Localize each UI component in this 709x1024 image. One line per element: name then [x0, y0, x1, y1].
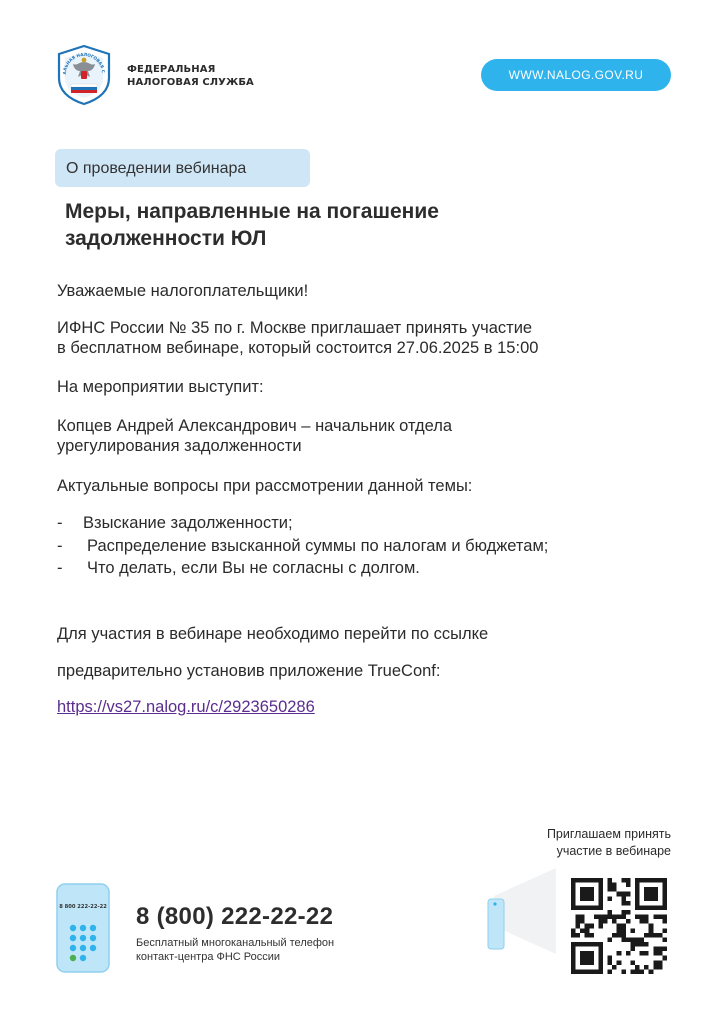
greeting: Уважаемые налогоплательщики! — [57, 282, 309, 300]
page-title-line2: задолженности ЮЛ — [65, 227, 267, 250]
speaker-line2: урегулирования задолженности — [57, 437, 302, 455]
hotline-number[interactable]: 8 (800) 222-22-22 — [136, 903, 334, 930]
megaphone-icon — [486, 866, 558, 956]
webinar-invite-caption — [547, 826, 671, 860]
install-text: предварительно установив приложение TrueConf: — [57, 662, 441, 680]
speaker-paragraph — [57, 416, 452, 456]
bullet-dash: - — [57, 559, 63, 577]
page-title — [65, 198, 585, 252]
hotline-description-line1: Бесплатный многоканальный телефон — [136, 937, 335, 949]
hotline-description — [136, 936, 334, 964]
list-item-text: Что делать, если Вы не согласны с долгом. — [87, 559, 420, 577]
flag-ribbon-icon — [71, 84, 97, 93]
hotline-description-line2: контакт-центра ФНС России — [136, 951, 281, 963]
phone-screen-number: 8 800 222-22-22 — [59, 904, 107, 910]
topics-intro: Актуальные вопросы при рассмотрении данной темы: — [57, 477, 473, 495]
org-name-line1: ФЕДЕРАЛЬНАЯ — [127, 64, 216, 75]
logo-ring-text: АЛЬНАЯ НАЛОГОВАЯ С — [61, 51, 107, 75]
org-name — [127, 63, 254, 89]
announcement-tag — [55, 149, 310, 187]
qr-code[interactable] — [566, 878, 672, 974]
announcement-tag-label: О проведении вебинара — [66, 160, 247, 177]
bullet-dash: - — [57, 537, 63, 555]
participation-text: Для участия в вебинаре необходимо перейти по ссылке — [57, 625, 489, 643]
webinar-link[interactable]: https://vs27.nalog.ru/c/2923650286 — [57, 698, 315, 716]
speaker-line1: Копцев Андрей Александрович – начальник отдела — [57, 417, 453, 435]
phone-icon — [56, 883, 110, 973]
invitation-paragraph — [57, 318, 538, 358]
list-item-text: Взыскание задолженности; — [83, 514, 293, 532]
invitation-line2: в бесплатном вебинаре, который состоится 27.06.2025 в 15:00 — [57, 339, 539, 357]
speaker-intro: На мероприятии выступит: — [57, 378, 264, 396]
website-link-button[interactable]: WWW.NALOG.GOV.RU — [481, 59, 671, 91]
list-item-text: Распределение взысканной суммы по налогам и бюджетам; — [87, 537, 549, 555]
org-name-line2: НАЛОГОВАЯ СЛУЖБА — [127, 77, 254, 88]
webinar-invite-line1: Приглашаем принять — [546, 827, 671, 841]
webinar-invite-line2: участие в вебинаре — [556, 844, 671, 858]
invitation-line1: ИФНС России № 35 по г. Москве приглашает принять участие — [57, 319, 533, 337]
page-title-line1: Меры, направленные на погашение — [65, 200, 439, 223]
bullet-dash: - — [57, 514, 63, 532]
fns-emblem-logo — [56, 44, 112, 106]
